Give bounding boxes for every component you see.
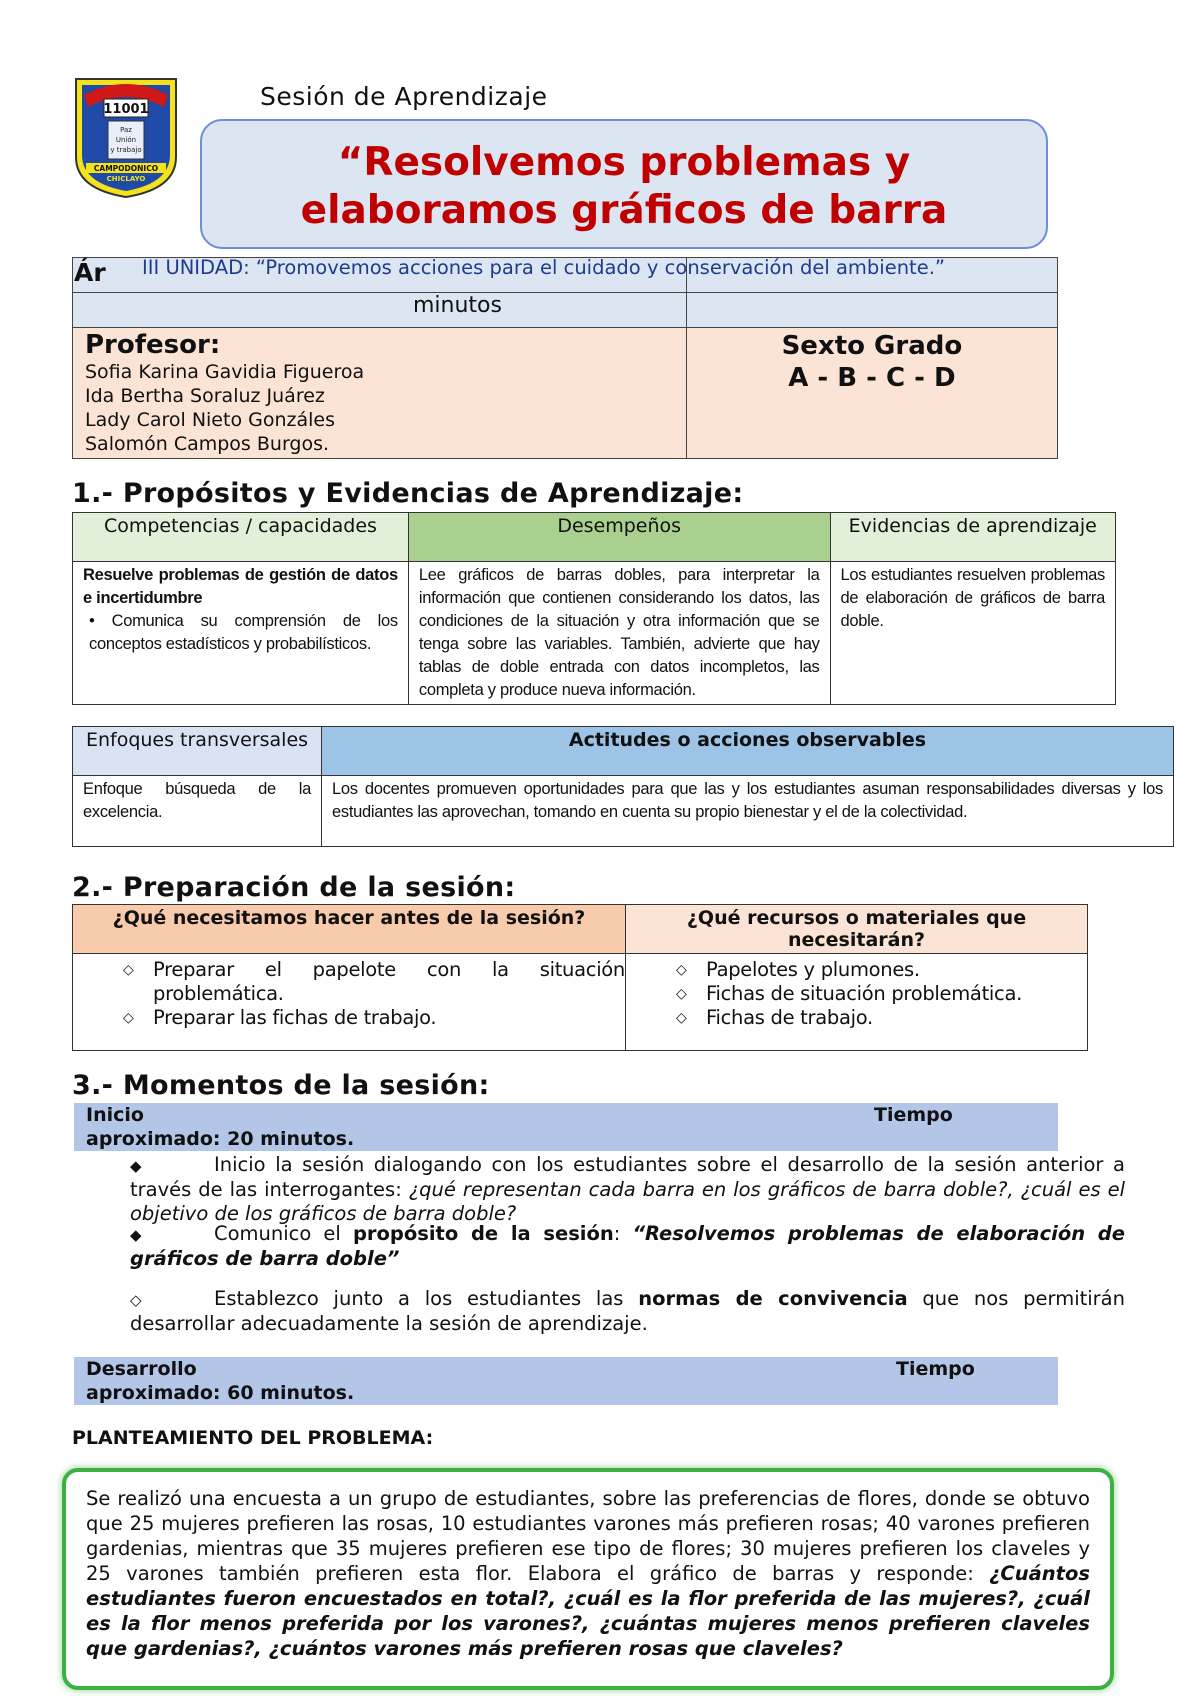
list-item: ◇ Fichas de situación problemática. bbox=[676, 982, 1023, 1005]
school-logo bbox=[72, 77, 180, 199]
session-label: Sesión de Aprendizaje bbox=[260, 82, 548, 111]
section-heading: 1.- Propósitos y Evidencias de Aprendizaje: bbox=[72, 478, 744, 509]
section-heading: 2.- Preparación de la sesión: bbox=[72, 872, 516, 903]
enfoque-cell: Enfoque búsqueda de la excelencia. bbox=[73, 776, 322, 847]
area-label: Ár bbox=[74, 258, 106, 287]
svg-text:CAMPODONICO: CAMPODONICO bbox=[93, 164, 159, 173]
inicio-bar: Inicio Tiempo aproximado: 20 minutos. bbox=[74, 1103, 1058, 1151]
actitud-cell: Los docentes promueven oportunidades para que las y los estudiantes asuman responsabilidades diversas y los estudiantes las aprovechan, tomando en cuenta su propio bienestar y el de la colectividad. bbox=[322, 776, 1174, 847]
teachers-list: Sofia Karina Gavidia Figueroa Ida Bertha Soraluz Juárez Lady Carol Nieto Gonzáles Salomón Campos Burgos. bbox=[85, 361, 365, 455]
inicio-paragraph-2: ◆ Comunico el propósito de la sesión: “Resolvemos problemas de elaboración de gráficos de barra doble” bbox=[130, 1222, 1125, 1270]
svg-text:11001: 11001 bbox=[103, 102, 149, 117]
diamond-bullet-icon: ◆ bbox=[130, 1226, 142, 1244]
problem-text: Se realizó una encuesta a un grupo de estudiantes, sobre las preferencias de flores, donde se obtuvo que 25 mujeres prefieren las rosas, 10 estudiantes varones más prefieren rosas; 40 varones prefieren gardenias, mientras que 35 mujeres prefieren ese tipo de flores; 30 mujeres prefieren los claveles y 25 varones también prefieren esta flor. Elabora el gráfico de barras y responde: ¿Cuántos estudiantes fueron encuestados en total?, ¿cuál es la flor preferida de las mujeres?, ¿cuál es la flor menos preferida por los varones?, ¿cuántas mujeres menos prefieren claveles que gardenias?, ¿cuántos varones más prefieren rosas que claveles? bbox=[86, 1487, 1090, 1660]
session-title: “Resolvemos problemas y elaboramos gráficos de barra bbox=[300, 140, 948, 233]
problem-label: PLANTEAMIENTO DEL PROBLEMA: bbox=[72, 1427, 434, 1449]
preparation-list bbox=[73, 958, 625, 1030]
diamond-bullet-icon: ◇ bbox=[676, 986, 687, 1002]
diamond-bullet-icon: ◇ bbox=[130, 1291, 142, 1309]
info-table bbox=[72, 257, 1058, 459]
diamond-bullet-icon: ◇ bbox=[676, 962, 687, 978]
unit-title: III UNIDAD: “Promovemos acciones para el cuidado y conservación del ambiente.” bbox=[142, 256, 946, 279]
desarrollo-bar: Desarrollo Tiempo aproximado: 60 minutos. bbox=[74, 1357, 1058, 1405]
svg-text:CHICLAYO: CHICLAYO bbox=[106, 175, 146, 183]
preparation-table: ¿Qué necesitamos hacer antes de la sesión? ¿Qué recursos o materiales que necesitarán? ◇ Preparar el papelote con la situación problemática. ◇ Preparar las fichas de trabajo. ◇ Papelotes y plumones. ◇ Fichas de situación problemática. ◇ Fichas de trabajo. bbox=[72, 904, 1088, 1051]
competencia-cell: Resuelve problemas de gestión de datos e incertidumbre • Comunica su comprensión de los conceptos estadísticos y probabilísticos. bbox=[73, 562, 409, 705]
desempeno-cell: Lee gráficos de barras dobles, para interpretar la información que contienen considerando los datos, las condiciones de la situación y otra información que se tenga sobre las variables. También, advierte que hay tablas de doble entrada con datos incompletos, las completa y produce nueva información. bbox=[408, 562, 830, 705]
purposes-table: Competencias / capacidades Desempeños Evidencias de aprendizaje Resuelve problemas de gestión de datos e incertidumbre • Comunica su comprensión de los conceptos estadísticos y probabilísticos. Lee gráficos de barras dobles, para interpretar la información que contienen considerando los datos, las condiciones de la situación y otra información que se tenga sobre las variables. También, advierte que hay tablas de doble entrada con datos incompletos, las completa y produce nueva información. Los estudiantes resuelven problemas de elaboración de gráficos de barra doble. bbox=[72, 512, 1116, 705]
list-item: ◇ Preparar el papelote con la situación problemática. bbox=[123, 958, 625, 1005]
diamond-bullet-icon: ◇ bbox=[123, 1010, 134, 1026]
diamond-bullet-icon: ◇ bbox=[676, 1010, 687, 1026]
svg-text:Unión: Unión bbox=[115, 136, 137, 144]
enfoques-table: Enfoques transversales Actitudes o acciones observables Enfoque búsqueda de la excelencia. Los docentes promueven oportunidades para que las y los estudiantes asuman responsabilidades diversas y los estudiantes las aprovechan, tomando en cuenta su propio bienestar y el de la colectividad. bbox=[72, 726, 1174, 847]
inicio-paragraph-1: ◆ Inicio la sesión dialogando con los estudiantes sobre el desarrollo de la sesión anterior a través de las interrogantes: ¿qué representan cada barra en los gráficos de barra doble?, ¿cuál es el objetivo de los gráficos de barra doble? bbox=[130, 1153, 1125, 1225]
title-box bbox=[200, 119, 1048, 249]
teachers-cell: Profesor: Sofia Karina Gavidia Figueroa Ida Bertha Soraluz Juárez Lady Carol Nieto Gonzáles Salomón Campos Burgos. bbox=[73, 328, 687, 459]
diamond-bullet-icon: ◆ bbox=[130, 1157, 142, 1175]
duration-cell: minutos bbox=[73, 293, 687, 328]
section-heading: 3.- Momentos de la sesión: bbox=[72, 1070, 490, 1101]
evidencia-cell: Los estudiantes resuelven problemas de elaboración de gráficos de barra doble. bbox=[830, 562, 1115, 705]
inicio-paragraph-3: ◇ Establezco junto a los estudiantes las normas de convivencia que nos permitirán desarrollar adecuadamente la sesión de aprendizaje. bbox=[130, 1287, 1125, 1335]
list-item: ◇ Papelotes y plumones. bbox=[676, 958, 920, 981]
list-item: ◇ Fichas de trabajo. bbox=[676, 1006, 873, 1029]
svg-text:Paz: Paz bbox=[120, 126, 132, 134]
diamond-bullet-icon: ◇ bbox=[123, 962, 134, 978]
list-item: ◇ Preparar las fichas de trabajo. bbox=[123, 1006, 437, 1029]
grade-cell: Sexto Grado A - B - C - D bbox=[686, 328, 1057, 459]
resources-list bbox=[626, 958, 1087, 1030]
problem-box bbox=[62, 1468, 1114, 1690]
svg-text:y trabajo: y trabajo bbox=[110, 146, 142, 154]
